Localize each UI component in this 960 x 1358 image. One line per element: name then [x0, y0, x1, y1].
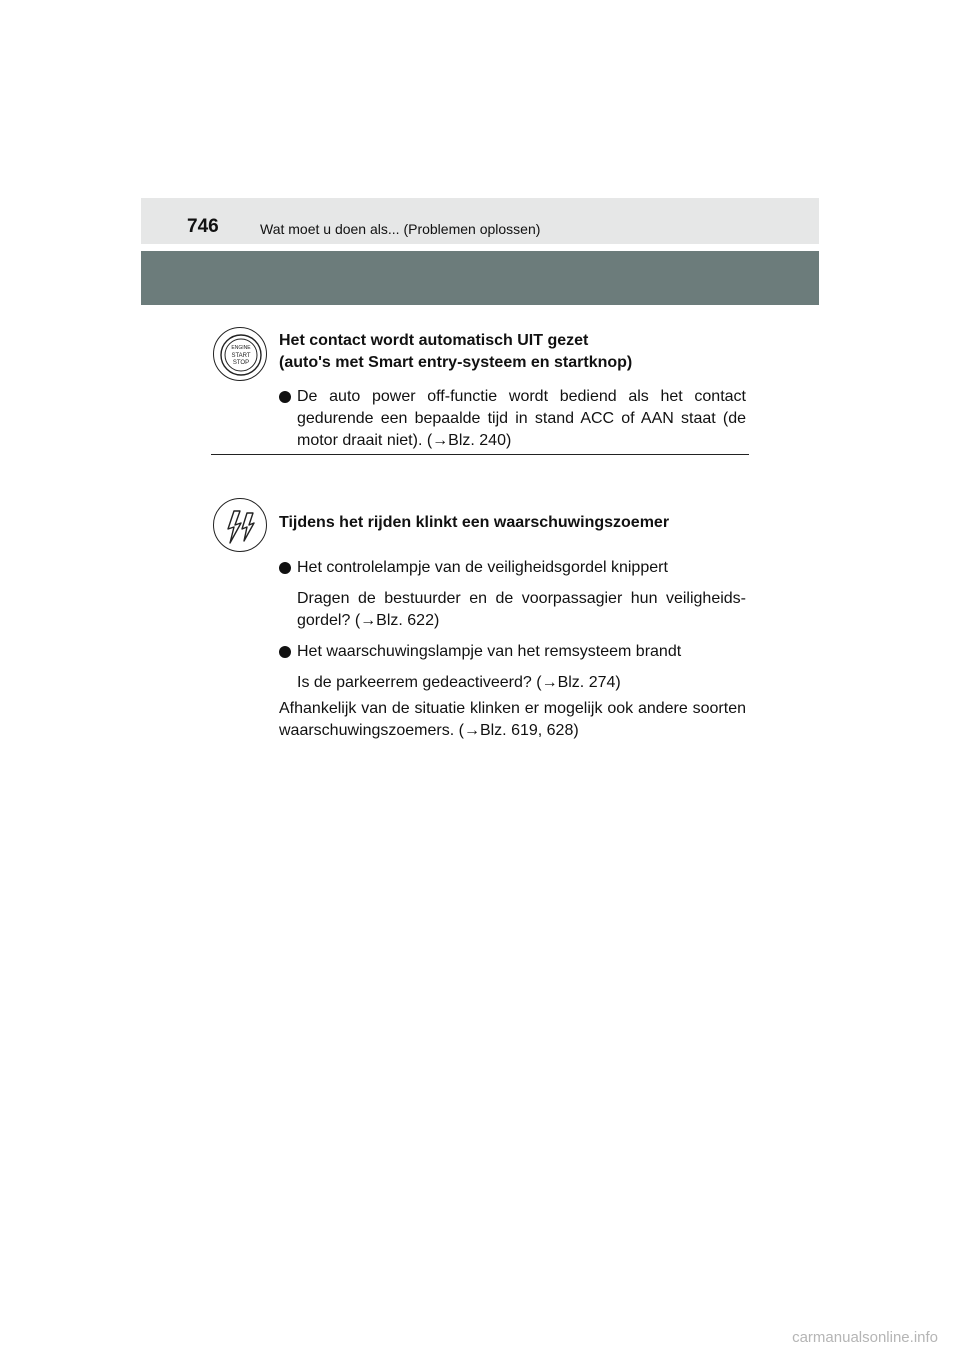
section1-heading-line2: (auto's met Smart entry-systeem en startknop)	[279, 354, 633, 371]
section2-paragraph: Afhankelijk van de situatie klinken er mogelijk ook andere soorten waarschuwingszoemers. (→Blz. 619, 628)	[279, 700, 746, 739]
section-bar	[141, 251, 819, 305]
section2-bullet2-detail: Is de parkeerrem gedeactiveerd? (→Blz. 274)	[297, 674, 621, 691]
section1	[279, 330, 746, 452]
engine-start-stop-button-icon	[213, 327, 267, 381]
section2-bullet1-detail: Dragen de bestuurder en de voorpassagier hun veiligheids-gordel? (→Blz. 622)	[297, 590, 746, 629]
section2	[279, 512, 746, 742]
bullet-dot	[279, 391, 291, 403]
section2-bullet1-text: Het controlelampje van de veiligheidsgordel knippert	[297, 559, 668, 576]
section1-heading-line1: Het contact wordt automatisch UIT gezet	[279, 332, 589, 349]
bullet-dot	[279, 646, 291, 658]
icon-text-start: START	[231, 353, 251, 359]
section2-bullet2-text: Het waarschuwingslampje van het remsysteem brandt	[297, 643, 682, 660]
bullet-dot	[279, 562, 291, 574]
section1-bullet-text: De auto power off-functie wordt bediend als het contact gedurende een bepaalde tijd in stand ACC of AAN staat (de motor draait niet). (→Blz. 240)	[297, 388, 746, 449]
section-divider	[211, 454, 749, 455]
icon-text-engine: ENGINE	[231, 345, 251, 351]
page-number: 746	[187, 216, 219, 237]
watermark: carmanualsonline.info	[792, 1329, 938, 1346]
section1-bullet	[279, 386, 746, 452]
buzzer-warning-icon	[213, 498, 267, 552]
icon-text-stop: STOP	[232, 360, 250, 366]
section2-bullet1	[279, 557, 746, 579]
section2-heading: Tijdens het rijden klinkt een waarschuwingszoemer	[279, 514, 670, 531]
chapter-title: Wat moet u doen als... (Problemen oplossen)	[260, 221, 541, 237]
section2-bullet2	[279, 641, 746, 663]
